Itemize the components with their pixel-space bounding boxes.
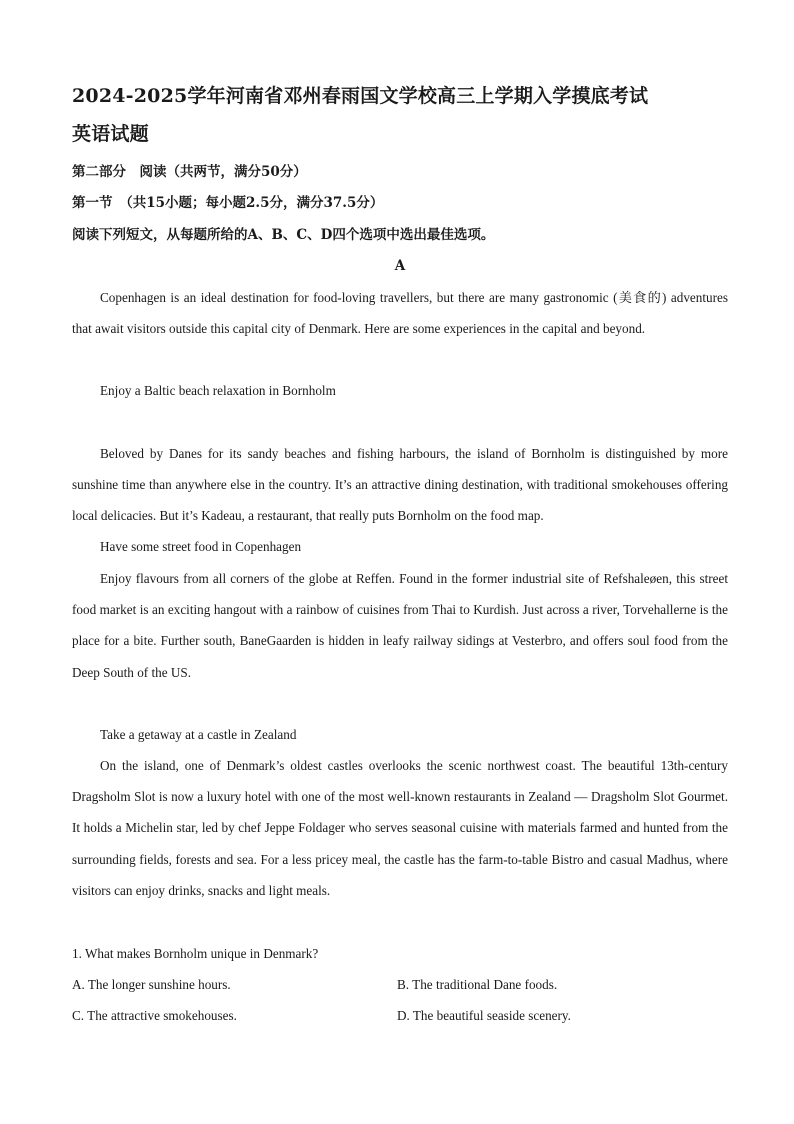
section-body-bornholm: Beloved by Danes for its sandy beaches and fishing harbours, the island of Bornholm is distinguished by more sunshine time than anywhere else in the country. It’s an attractive dining destination, with traditional smokehouses offering local delicacies. But it’s Kadeau, a restaurant, that really puts Bornholm on the food map. [72,446,728,524]
section-heading-copenhagen: Have some street food in Copenhagen [100,539,302,554]
passage-intro: Copenhagen is an ideal destination for food-loving travellers, but there are many gastronomic (美食的) adventures that await visitors outside this capital city of Denmark. Here are some experiences in the capital and beyond. [72,290,728,337]
section-heading-bornholm: Enjoy a Baltic beach relaxation in Bornholm [100,383,336,398]
instruction-text: 阅读下列短文，从每题所给的A、B、C、D四个选项中选出最佳选项。 [72,227,495,243]
section-heading: 第一节 （共15小题；每小题2.5分，满分37.5分） [72,195,384,211]
option-d[interactable]: D. The beautiful seaside scenery. [397,1008,571,1023]
exam-subject-title: 英语试题 [72,123,149,145]
section-body-copenhagen: Enjoy flavours from all corners of the globe at Reffen. Found in the former industrial site of Refshaleøen, this street food market is an exciting hangout with a rainbow of cuisines from Thai to Kurdish. Just across a river, Torvehallerne is the place for a bite. Further south, BaneGaarden is hidden in leafy railway sidings at Vesterbro, and offers soul food from the Deep South of the US. [72,571,728,680]
section-heading-zealand: Take a getaway at a castle in Zealand [100,727,297,742]
option-c[interactable]: C. The attractive smokehouses. [72,1008,237,1023]
part-heading: 第二部分 阅读（共两节，满分50分） [72,164,307,180]
exam-title: 2024-2025学年河南省邓州春雨国文学校高三上学期入学摸底考试 [72,85,649,107]
section-body-zealand: On the island, one of Denmark’s oldest castles overlooks the scenic northwest coast. The beautiful 13th-century Dragsholm Slot is now a luxury hotel with one of the most well-known restaurants in Zealand — Dragsholm Slot Gourmet. It holds a Michelin star, led by chef Jeppe Foldager who serves seasonal cuisine with materials farmed and hunted from the surrounding fields, forests and sea. For a less pricey meal, the castle has the farm-to-table Bistro and casual Madhus, where visitors can enjoy drinks, snacks and light meals. [72,758,728,898]
question-stem: 1. What makes Bornholm unique in Denmark? [72,946,319,961]
passage-letter: A [394,258,406,274]
option-a[interactable]: A. The longer sunshine hours. [72,977,231,992]
option-b[interactable]: B. The traditional Dane foods. [397,977,558,992]
